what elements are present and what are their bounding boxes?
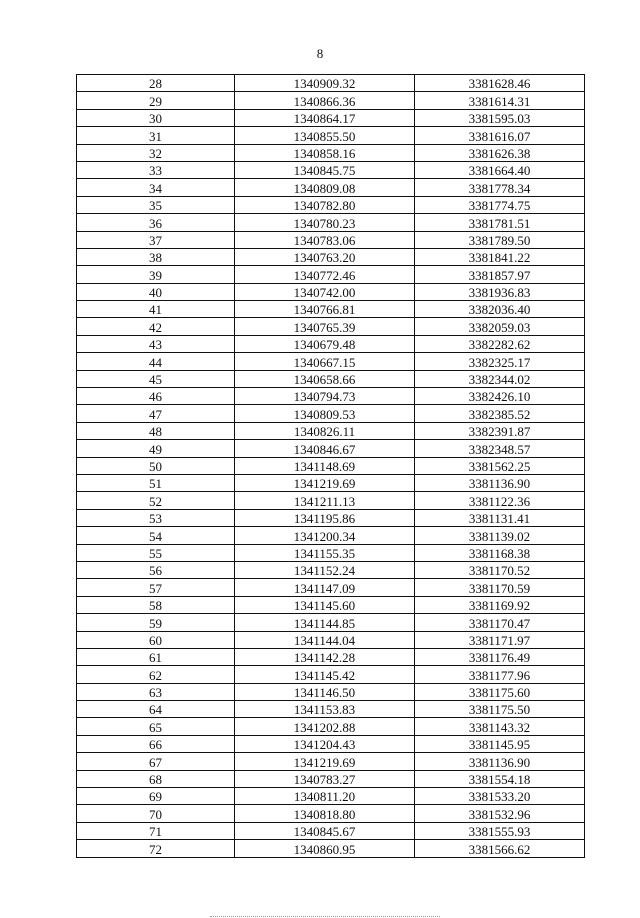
x-coordinate-cell: 1340772.46 <box>235 266 415 283</box>
point-number-cell: 52 <box>77 492 235 509</box>
y-coordinate-cell: 3381789.50 <box>415 231 585 248</box>
x-coordinate-cell: 1341145.42 <box>235 666 415 683</box>
x-coordinate-cell: 1340658.66 <box>235 370 415 387</box>
table-row <box>77 509 585 526</box>
table-row <box>77 214 585 231</box>
x-coordinate-cell: 1340742.00 <box>235 283 415 300</box>
y-coordinate-cell: 3381136.90 <box>415 474 585 491</box>
point-number-cell: 35 <box>77 196 235 213</box>
point-number-cell: 53 <box>77 509 235 526</box>
point-number-cell: 37 <box>77 231 235 248</box>
y-coordinate-cell: 3381664.40 <box>415 161 585 178</box>
point-number-cell: 46 <box>77 388 235 405</box>
y-coordinate-cell: 3382344.02 <box>415 370 585 387</box>
x-coordinate-cell: 1340846.67 <box>235 440 415 457</box>
point-number-cell: 64 <box>77 701 235 718</box>
x-coordinate-cell: 1340864.17 <box>235 109 415 126</box>
y-coordinate-cell: 3381177.96 <box>415 666 585 683</box>
table-row <box>77 335 585 352</box>
point-number-cell: 41 <box>77 301 235 318</box>
point-number-cell: 34 <box>77 179 235 196</box>
y-coordinate-cell: 3381532.96 <box>415 805 585 822</box>
x-coordinate-cell: 1340866.36 <box>235 92 415 109</box>
y-coordinate-cell: 3381168.38 <box>415 544 585 561</box>
point-number-cell: 59 <box>77 614 235 631</box>
coordinates-table-body <box>77 75 585 858</box>
y-coordinate-cell: 3381936.83 <box>415 283 585 300</box>
y-coordinate-cell: 3381171.97 <box>415 631 585 648</box>
y-coordinate-cell: 3381170.52 <box>415 561 585 578</box>
x-coordinate-cell: 1341219.69 <box>235 474 415 491</box>
x-coordinate-cell: 1340679.48 <box>235 335 415 352</box>
y-coordinate-cell: 3382325.17 <box>415 353 585 370</box>
x-coordinate-cell: 1340860.95 <box>235 840 415 857</box>
point-number-cell: 45 <box>77 370 235 387</box>
x-coordinate-cell: 1340858.16 <box>235 144 415 161</box>
y-coordinate-cell: 3381595.03 <box>415 109 585 126</box>
table-row <box>77 544 585 561</box>
y-coordinate-cell: 3381781.51 <box>415 214 585 231</box>
point-number-cell: 31 <box>77 127 235 144</box>
y-coordinate-cell: 3381533.20 <box>415 788 585 805</box>
y-coordinate-cell: 3381145.95 <box>415 735 585 752</box>
x-coordinate-cell: 1341211.13 <box>235 492 415 509</box>
table-row <box>77 109 585 126</box>
point-number-cell: 39 <box>77 266 235 283</box>
x-coordinate-cell: 1341146.50 <box>235 683 415 700</box>
point-number-cell: 40 <box>77 283 235 300</box>
y-coordinate-cell: 3381614.31 <box>415 92 585 109</box>
table-row <box>77 596 585 613</box>
x-coordinate-cell: 1340809.53 <box>235 405 415 422</box>
table-row <box>77 770 585 787</box>
point-number-cell: 29 <box>77 92 235 109</box>
x-coordinate-cell: 1341204.43 <box>235 735 415 752</box>
x-coordinate-cell: 1340667.15 <box>235 353 415 370</box>
table-row <box>77 231 585 248</box>
table-row <box>77 127 585 144</box>
table-row <box>77 666 585 683</box>
point-number-cell: 65 <box>77 718 235 735</box>
table-row <box>77 822 585 839</box>
table-row <box>77 405 585 422</box>
x-coordinate-cell: 1340783.06 <box>235 231 415 248</box>
point-number-cell: 61 <box>77 648 235 665</box>
y-coordinate-cell: 3381562.25 <box>415 457 585 474</box>
table-row <box>77 561 585 578</box>
table-row <box>77 701 585 718</box>
x-coordinate-cell: 1341200.34 <box>235 527 415 544</box>
x-coordinate-cell: 1341142.28 <box>235 648 415 665</box>
y-coordinate-cell: 3381169.92 <box>415 596 585 613</box>
table-row <box>77 753 585 770</box>
x-coordinate-cell: 1341148.69 <box>235 457 415 474</box>
x-coordinate-cell: 1340811.20 <box>235 788 415 805</box>
point-number-cell: 71 <box>77 822 235 839</box>
y-coordinate-cell: 3381175.50 <box>415 701 585 718</box>
y-coordinate-cell: 3381136.90 <box>415 753 585 770</box>
y-coordinate-cell: 3381170.59 <box>415 579 585 596</box>
table-row <box>77 805 585 822</box>
y-coordinate-cell: 3382385.52 <box>415 405 585 422</box>
x-coordinate-cell: 1340845.75 <box>235 161 415 178</box>
table-row <box>77 457 585 474</box>
table-row <box>77 440 585 457</box>
x-coordinate-cell: 1340782.80 <box>235 196 415 213</box>
table-row <box>77 283 585 300</box>
table-row <box>77 196 585 213</box>
point-number-cell: 56 <box>77 561 235 578</box>
point-number-cell: 72 <box>77 840 235 857</box>
x-coordinate-cell: 1341195.86 <box>235 509 415 526</box>
table-row <box>77 353 585 370</box>
table-row <box>77 788 585 805</box>
table-row <box>77 683 585 700</box>
y-coordinate-cell: 3381131.41 <box>415 509 585 526</box>
point-number-cell: 70 <box>77 805 235 822</box>
point-number-cell: 69 <box>77 788 235 805</box>
point-number-cell: 58 <box>77 596 235 613</box>
x-coordinate-cell: 1341147.09 <box>235 579 415 596</box>
point-number-cell: 44 <box>77 353 235 370</box>
x-coordinate-cell: 1341144.85 <box>235 614 415 631</box>
x-coordinate-cell: 1340818.80 <box>235 805 415 822</box>
table-row <box>77 648 585 665</box>
table-row <box>77 370 585 387</box>
x-coordinate-cell: 1341202.88 <box>235 718 415 735</box>
x-coordinate-cell: 1341145.60 <box>235 596 415 613</box>
point-number-cell: 68 <box>77 770 235 787</box>
point-number-cell: 67 <box>77 753 235 770</box>
table-row <box>77 735 585 752</box>
table-row <box>77 161 585 178</box>
y-coordinate-cell: 3381139.02 <box>415 527 585 544</box>
y-coordinate-cell: 3381857.97 <box>415 266 585 283</box>
y-coordinate-cell: 3381778.34 <box>415 179 585 196</box>
x-coordinate-cell: 1340765.39 <box>235 318 415 335</box>
x-coordinate-cell: 1340783.27 <box>235 770 415 787</box>
y-coordinate-cell: 3381774.75 <box>415 196 585 213</box>
point-number-cell: 63 <box>77 683 235 700</box>
x-coordinate-cell: 1341144.04 <box>235 631 415 648</box>
y-coordinate-cell: 3382391.87 <box>415 422 585 439</box>
y-coordinate-cell: 3382348.57 <box>415 440 585 457</box>
page-number: 8 <box>316 46 324 61</box>
x-coordinate-cell: 1340809.08 <box>235 179 415 196</box>
y-coordinate-cell: 3381176.49 <box>415 648 585 665</box>
point-number-cell: 50 <box>77 457 235 474</box>
table-row <box>77 422 585 439</box>
y-coordinate-cell: 3382036.40 <box>415 301 585 318</box>
point-number-cell: 32 <box>77 144 235 161</box>
x-coordinate-cell: 1340845.67 <box>235 822 415 839</box>
coordinates-table <box>76 74 585 858</box>
y-coordinate-cell: 3381555.93 <box>415 822 585 839</box>
table-row <box>77 718 585 735</box>
table-row <box>77 579 585 596</box>
point-number-cell: 66 <box>77 735 235 752</box>
point-number-cell: 28 <box>77 75 235 92</box>
y-coordinate-cell: 3381626.38 <box>415 144 585 161</box>
point-number-cell: 38 <box>77 248 235 265</box>
x-coordinate-cell: 1340826.11 <box>235 422 415 439</box>
point-number-cell: 33 <box>77 161 235 178</box>
y-coordinate-cell: 3382059.03 <box>415 318 585 335</box>
table-row <box>77 318 585 335</box>
point-number-cell: 54 <box>77 527 235 544</box>
table-row <box>77 527 585 544</box>
table-row <box>77 75 585 92</box>
x-coordinate-cell: 1341153.83 <box>235 701 415 718</box>
table-row <box>77 179 585 196</box>
table-row <box>77 474 585 491</box>
y-coordinate-cell: 3381566.62 <box>415 840 585 857</box>
point-number-cell: 51 <box>77 474 235 491</box>
y-coordinate-cell: 3382282.62 <box>415 335 585 352</box>
x-coordinate-cell: 1340780.23 <box>235 214 415 231</box>
table-row <box>77 840 585 857</box>
y-coordinate-cell: 3381170.47 <box>415 614 585 631</box>
y-coordinate-cell: 3381841.22 <box>415 248 585 265</box>
x-coordinate-cell: 1341152.24 <box>235 561 415 578</box>
y-coordinate-cell: 3381143.32 <box>415 718 585 735</box>
table-row <box>77 266 585 283</box>
x-coordinate-cell: 1340766.81 <box>235 301 415 318</box>
x-coordinate-cell: 1340763.20 <box>235 248 415 265</box>
point-number-cell: 42 <box>77 318 235 335</box>
table-row <box>77 614 585 631</box>
point-number-cell: 48 <box>77 422 235 439</box>
x-coordinate-cell: 1340855.50 <box>235 127 415 144</box>
point-number-cell: 49 <box>77 440 235 457</box>
table-row <box>77 631 585 648</box>
y-coordinate-cell: 3382426.10 <box>415 388 585 405</box>
point-number-cell: 62 <box>77 666 235 683</box>
table-row <box>77 92 585 109</box>
table-row <box>77 492 585 509</box>
x-coordinate-cell: 1341155.35 <box>235 544 415 561</box>
scan-edge-line <box>210 916 440 917</box>
y-coordinate-cell: 3381616.07 <box>415 127 585 144</box>
x-coordinate-cell: 1340794.73 <box>235 388 415 405</box>
table-row <box>77 144 585 161</box>
table-row <box>77 248 585 265</box>
point-number-cell: 47 <box>77 405 235 422</box>
y-coordinate-cell: 3381175.60 <box>415 683 585 700</box>
point-number-cell: 43 <box>77 335 235 352</box>
x-coordinate-cell: 1340909.32 <box>235 75 415 92</box>
point-number-cell: 60 <box>77 631 235 648</box>
point-number-cell: 30 <box>77 109 235 126</box>
point-number-cell: 36 <box>77 214 235 231</box>
point-number-cell: 57 <box>77 579 235 596</box>
y-coordinate-cell: 3381554.18 <box>415 770 585 787</box>
table-row <box>77 388 585 405</box>
y-coordinate-cell: 3381122.36 <box>415 492 585 509</box>
point-number-cell: 55 <box>77 544 235 561</box>
x-coordinate-cell: 1341219.69 <box>235 753 415 770</box>
table-row <box>77 301 585 318</box>
y-coordinate-cell: 3381628.46 <box>415 75 585 92</box>
